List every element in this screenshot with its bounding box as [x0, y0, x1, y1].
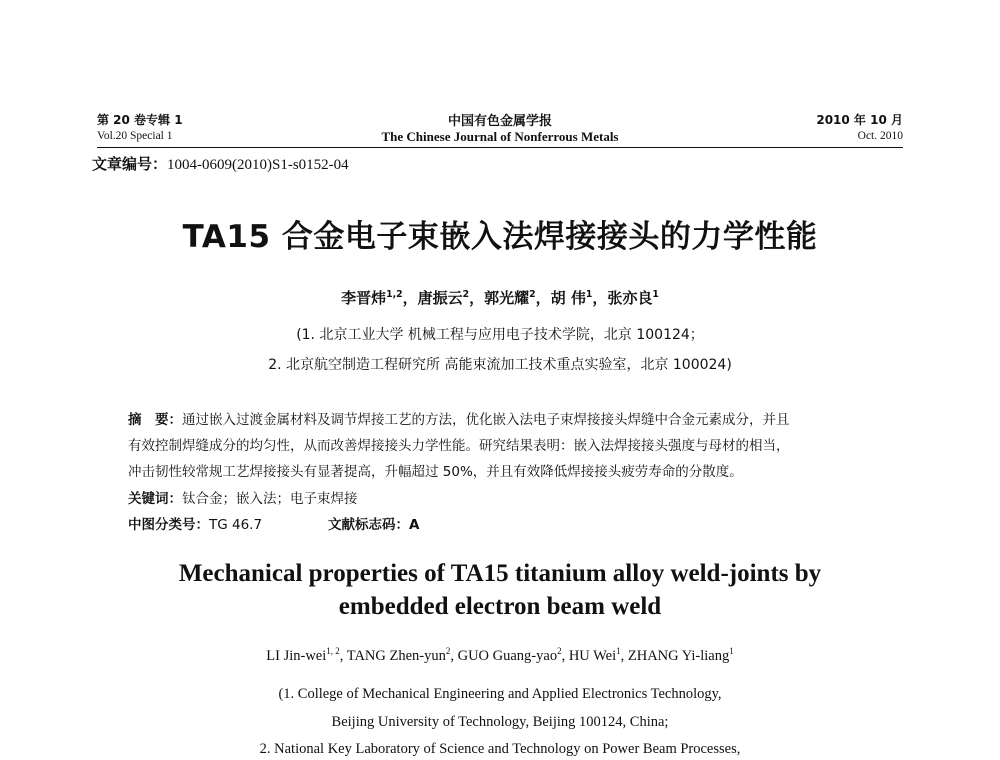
- abstract-text-1: 通过嵌入过渡金属材料及调节焊接工艺的方法，优化嵌入法电子束焊接接头焊缝中合金元素成分，并且: [182, 412, 790, 428]
- affiliation-en-3: 2. National Key Laboratory of Science and Technology on Power Beam Processes,: [259, 741, 741, 757]
- en-author-affiliation-mark: 2: [445, 646, 451, 657]
- en-author-separator: ,: [450, 648, 458, 664]
- page-title-en-line-2: embedded electron beam weld: [338, 593, 662, 620]
- cn-author-name: 张亦良: [607, 289, 653, 307]
- en-author-separator: ,: [561, 648, 569, 664]
- cn-author-affiliation-mark: 1: [652, 289, 659, 300]
- cn-author-name: 郭光耀: [484, 289, 530, 307]
- affiliation-cn-2: 2. 北京航空制造工程研究所 高能束流加工技术重点实验室，北京 100024): [268, 357, 732, 373]
- author-list-cn: [0, 287, 1000, 308]
- abstract-cn-line-2: 有效控制焊缝成分的均匀性，从而改善焊接接头力学性能。研究结果表明：嵌入法焊接接头强度与母材的相当，: [128, 438, 790, 454]
- en-author-name: ZHANG Yi-liang: [627, 648, 730, 664]
- cn-author-affiliation-mark: 2: [462, 289, 470, 300]
- author-list-en: [0, 648, 1000, 665]
- affiliation-en-1: (1. College of Mechanical Engineering and Applied Electronics Technology,: [278, 686, 722, 702]
- article-number: [92, 153, 349, 174]
- cn-author-affiliation-mark: 1,2: [386, 289, 403, 300]
- keywords-label: 关键词：: [128, 491, 182, 507]
- abstract-cn-line-1: [128, 408, 790, 428]
- affiliation-en-2: Beijing University of Technology, Beijing 100124, China;: [331, 714, 669, 730]
- cn-author-name: 胡 伟: [550, 289, 586, 307]
- header-date-en: Oct. 2010: [857, 130, 903, 142]
- cn-author-name: 李晋炜: [341, 289, 387, 307]
- classification-number: [128, 513, 262, 533]
- document-code-value: A: [409, 517, 420, 533]
- en-author-separator: ,: [339, 648, 347, 664]
- classification-label: 中图分类号：: [128, 517, 209, 533]
- header-volume-en: Vol.20 Special 1: [97, 130, 173, 142]
- page-title-en-line-1: Mechanical properties of TA15 titanium alloy weld-joints by: [178, 560, 822, 587]
- en-author-separator: ,: [620, 648, 628, 664]
- article-number-label: 文章编号：: [92, 155, 168, 173]
- header-rule: [97, 147, 903, 148]
- cn-author-separator: ，: [535, 289, 551, 307]
- document-code: [328, 513, 419, 533]
- cn-author-affiliation-mark: 1: [585, 289, 593, 300]
- journal-name-en: The Chinese Journal of Nonferrous Metals: [381, 129, 619, 144]
- cn-author-separator: ，: [402, 289, 418, 307]
- affiliation-cn-1: (1. 北京工业大学 机械工程与应用电子技术学院，北京 100124；: [296, 327, 704, 343]
- cn-author-affiliation-mark: 2: [529, 289, 536, 300]
- classification-value: TG 46.7: [209, 517, 263, 533]
- header-volume-cn: 第 20 卷专辑 1: [97, 113, 183, 127]
- en-author-name: HU Wei: [568, 648, 617, 664]
- header-date-cn: 2010 年 10 月: [816, 113, 903, 127]
- document-code-label: 文献标志码：: [328, 517, 409, 533]
- cn-author-separator: ，: [469, 289, 485, 307]
- en-author-affiliation-mark: 1, 2: [326, 646, 340, 657]
- en-author-name: LI Jin-wei: [266, 648, 327, 664]
- en-author-affiliation-mark: 1: [616, 646, 621, 657]
- en-author-name: GUO Guang-yao: [457, 648, 558, 664]
- cn-author-name: 唐振云: [417, 289, 463, 307]
- journal-name-cn: 中国有色金属学报: [447, 114, 552, 129]
- cn-author-separator: ，: [592, 289, 608, 307]
- keywords-value: 钛合金；嵌入法；电子束焊接: [182, 491, 358, 507]
- keywords-cn: [128, 487, 358, 507]
- abstract-label: 摘 要：: [128, 412, 182, 428]
- page-title-cn: TA15 合金电子束嵌入法焊接接头的力学性能: [182, 219, 818, 255]
- en-author-name: TANG Zhen-yun: [346, 648, 446, 664]
- abstract-cn-line-3: 冲击韧性较常规工艺焊接接头有显著提高，升幅超过 50%，并且有效降低焊接接头疲劳寿命的分散度。: [128, 464, 743, 480]
- en-author-affiliation-mark: 1: [729, 646, 734, 657]
- en-author-affiliation-mark: 2: [557, 646, 562, 657]
- article-number-value: 1004-0609(2010)S1-s0152-04: [167, 157, 349, 173]
